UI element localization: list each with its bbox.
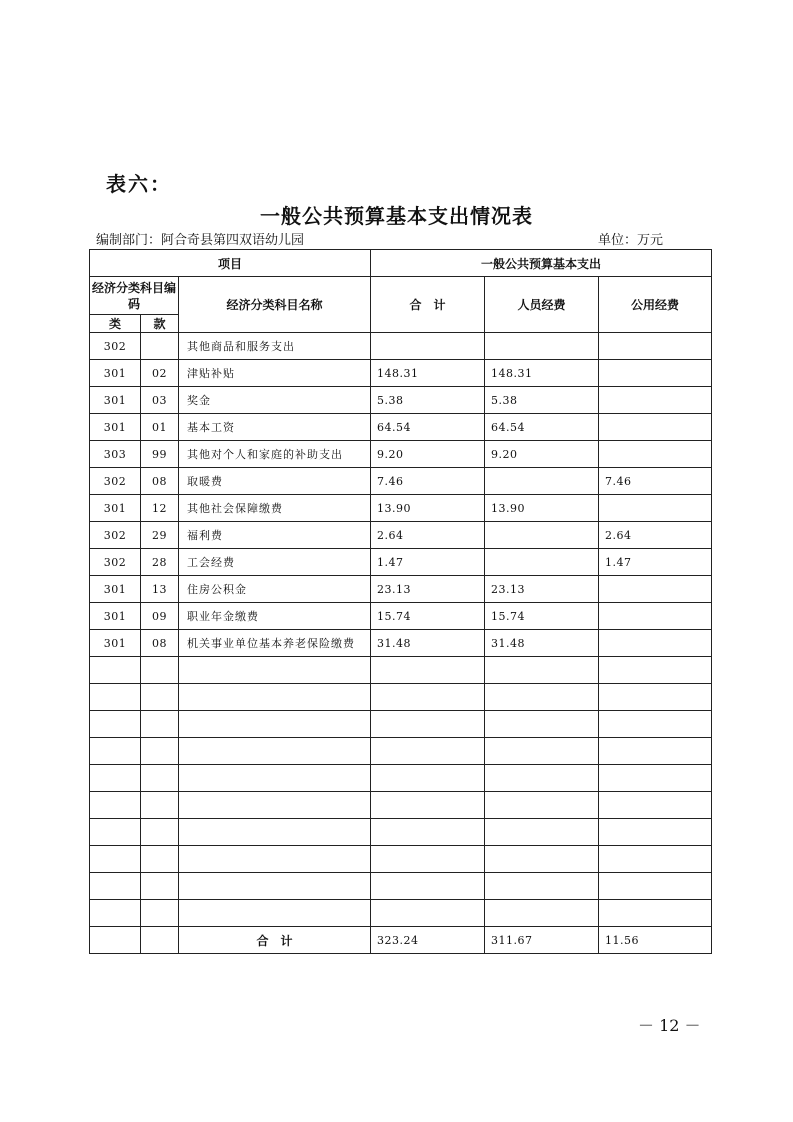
public-cell (599, 414, 712, 441)
empty-cell (599, 711, 712, 738)
header-row-2 (90, 277, 712, 315)
total-cell: 13.90 (371, 495, 485, 522)
empty-cell (90, 738, 141, 765)
subject-name-cell: 福利费 (179, 522, 371, 549)
table-row (90, 468, 712, 495)
empty-row (90, 684, 712, 711)
category-code-cell: 301 (90, 414, 141, 441)
personnel-cell: 5.38 (485, 387, 599, 414)
header-row-1 (90, 250, 712, 277)
table-row (90, 360, 712, 387)
item-code-cell: 08 (141, 630, 179, 657)
table-row (90, 387, 712, 414)
empty-cell (141, 846, 179, 873)
empty-cell (141, 900, 179, 927)
category-code-cell: 301 (90, 360, 141, 387)
empty-cell (90, 765, 141, 792)
empty-cell (141, 765, 179, 792)
table-row (90, 495, 712, 522)
total-cell: 64.54 (371, 414, 485, 441)
category-code-cell: 302 (90, 549, 141, 576)
empty-cell (485, 846, 599, 873)
empty-cell (90, 684, 141, 711)
subject-name-cell: 取暖费 (179, 468, 371, 495)
empty-cell (90, 657, 141, 684)
table-number: 表六： (106, 172, 172, 196)
item-code-cell: 28 (141, 549, 179, 576)
empty-cell (179, 711, 371, 738)
category-code-cell: 301 (90, 603, 141, 630)
empty-row (90, 711, 712, 738)
empty-cell (485, 819, 599, 846)
table-row (90, 522, 712, 549)
empty-cell (371, 900, 485, 927)
item-code-cell: 03 (141, 387, 179, 414)
budget-table (89, 249, 712, 954)
empty-cell (90, 900, 141, 927)
totals-label: 合 计 (179, 927, 371, 954)
totals-public: 11.56 (599, 927, 712, 954)
empty-cell (179, 684, 371, 711)
empty-row (90, 846, 712, 873)
total-cell (371, 333, 485, 360)
empty-cell (485, 711, 599, 738)
public-cell (599, 576, 712, 603)
empty-row (90, 657, 712, 684)
subject-name-cell: 基本工资 (179, 414, 371, 441)
empty-cell (371, 792, 485, 819)
empty-cell (599, 657, 712, 684)
total-cell: 148.31 (371, 360, 485, 387)
public-cell (599, 333, 712, 360)
public-cell (599, 360, 712, 387)
empty-cell (599, 846, 712, 873)
empty-cell (141, 873, 179, 900)
empty-cell (599, 792, 712, 819)
empty-cell (141, 657, 179, 684)
empty-cell (371, 738, 485, 765)
totals-row (90, 927, 712, 954)
personnel-cell: 148.31 (485, 360, 599, 387)
personnel-cell: 9.20 (485, 441, 599, 468)
total-cell: 23.13 (371, 576, 485, 603)
empty-cell (599, 873, 712, 900)
public-cell (599, 603, 712, 630)
total-cell: 2.64 (371, 522, 485, 549)
empty-cell (90, 846, 141, 873)
item-code-cell: 01 (141, 414, 179, 441)
subject-name-cell: 职业年金缴费 (179, 603, 371, 630)
item-code-cell: 08 (141, 468, 179, 495)
empty-cell (371, 684, 485, 711)
header-budget-group: 一般公共预算基本支出 (371, 250, 712, 277)
totals-total: 323.24 (371, 927, 485, 954)
empty-cell (371, 711, 485, 738)
personnel-cell (485, 549, 599, 576)
page-number: － 12 － (638, 1016, 701, 1035)
public-cell: 1.47 (599, 549, 712, 576)
page-title: 一般公共预算基本支出情况表 (260, 204, 533, 228)
empty-row (90, 738, 712, 765)
table-row (90, 603, 712, 630)
empty-cell (599, 738, 712, 765)
empty-cell (485, 792, 599, 819)
header-personnel: 人员经费 (485, 277, 599, 333)
empty-cell (141, 819, 179, 846)
empty-cell (90, 792, 141, 819)
header-name: 经济分类科目名称 (179, 277, 371, 333)
empty-cell (179, 792, 371, 819)
header-code-group: 经济分类科目编码 (90, 277, 179, 315)
subject-name-cell: 工会经费 (179, 549, 371, 576)
category-code-cell: 302 (90, 468, 141, 495)
totals-personnel: 311.67 (485, 927, 599, 954)
empty-cell (179, 819, 371, 846)
subject-name-cell: 津贴补贴 (179, 360, 371, 387)
table-row (90, 333, 712, 360)
empty-cell (599, 900, 712, 927)
category-code-cell: 301 (90, 495, 141, 522)
empty-cell (90, 711, 141, 738)
empty-cell (141, 684, 179, 711)
empty-cell (371, 765, 485, 792)
empty-cell (90, 873, 141, 900)
total-cell: 15.74 (371, 603, 485, 630)
empty-cell (141, 792, 179, 819)
total-cell: 1.47 (371, 549, 485, 576)
personnel-cell: 31.48 (485, 630, 599, 657)
item-code-cell: 99 (141, 441, 179, 468)
unit-label: 单位：万元 (598, 233, 664, 248)
empty-cell (485, 684, 599, 711)
header-category: 类 (90, 315, 141, 333)
empty-cell (599, 684, 712, 711)
item-code-cell: 13 (141, 576, 179, 603)
empty-row (90, 900, 712, 927)
category-code-cell: 302 (90, 333, 141, 360)
empty-row (90, 819, 712, 846)
public-cell: 7.46 (599, 468, 712, 495)
empty-cell (371, 819, 485, 846)
empty-cell (485, 738, 599, 765)
total-cell: 5.38 (371, 387, 485, 414)
item-code-cell: 12 (141, 495, 179, 522)
personnel-cell: 15.74 (485, 603, 599, 630)
category-code-cell: 301 (90, 576, 141, 603)
item-code-cell: 29 (141, 522, 179, 549)
subject-name-cell: 其他社会保障缴费 (179, 495, 371, 522)
empty-cell (485, 873, 599, 900)
total-cell: 9.20 (371, 441, 485, 468)
public-cell (599, 387, 712, 414)
subject-name-cell: 其他商品和服务支出 (179, 333, 371, 360)
category-code-cell: 302 (90, 522, 141, 549)
header-item: 款 (141, 315, 179, 333)
header-project: 项目 (90, 250, 371, 277)
public-cell (599, 441, 712, 468)
empty-cell (90, 819, 141, 846)
subject-name-cell: 机关事业单位基本养老保险缴费 (179, 630, 371, 657)
personnel-cell: 23.13 (485, 576, 599, 603)
subject-name-cell: 奖金 (179, 387, 371, 414)
empty-cell (485, 765, 599, 792)
personnel-cell: 13.90 (485, 495, 599, 522)
empty-cell (599, 819, 712, 846)
table-row (90, 549, 712, 576)
personnel-cell: 64.54 (485, 414, 599, 441)
subject-name-cell: 住房公积金 (179, 576, 371, 603)
total-cell: 7.46 (371, 468, 485, 495)
empty-row (90, 873, 712, 900)
table-row (90, 414, 712, 441)
empty-row (90, 792, 712, 819)
personnel-cell (485, 468, 599, 495)
public-cell (599, 630, 712, 657)
totals-blank-cell (90, 927, 141, 954)
empty-row (90, 765, 712, 792)
empty-cell (141, 738, 179, 765)
public-cell (599, 495, 712, 522)
empty-cell (371, 873, 485, 900)
item-code-cell (141, 333, 179, 360)
empty-cell (179, 657, 371, 684)
empty-cell (371, 657, 485, 684)
category-code-cell: 301 (90, 387, 141, 414)
empty-cell (179, 846, 371, 873)
subject-name-cell: 其他对个人和家庭的补助支出 (179, 441, 371, 468)
empty-cell (179, 873, 371, 900)
empty-cell (599, 765, 712, 792)
table-row (90, 576, 712, 603)
public-cell: 2.64 (599, 522, 712, 549)
header-total: 合 计 (371, 277, 485, 333)
item-code-cell: 02 (141, 360, 179, 387)
item-code-cell: 09 (141, 603, 179, 630)
table-row (90, 630, 712, 657)
empty-cell (179, 900, 371, 927)
category-code-cell: 301 (90, 630, 141, 657)
totals-blank-cell (141, 927, 179, 954)
empty-cell (485, 900, 599, 927)
empty-cell (485, 657, 599, 684)
personnel-cell (485, 522, 599, 549)
category-code-cell: 303 (90, 441, 141, 468)
department-label: 编制部门：阿合奇县第四双语幼儿园 (96, 233, 305, 248)
personnel-cell (485, 333, 599, 360)
empty-cell (371, 846, 485, 873)
empty-cell (179, 765, 371, 792)
empty-cell (179, 738, 371, 765)
empty-cell (141, 711, 179, 738)
total-cell: 31.48 (371, 630, 485, 657)
table-row (90, 441, 712, 468)
header-public: 公用经费 (599, 277, 712, 333)
